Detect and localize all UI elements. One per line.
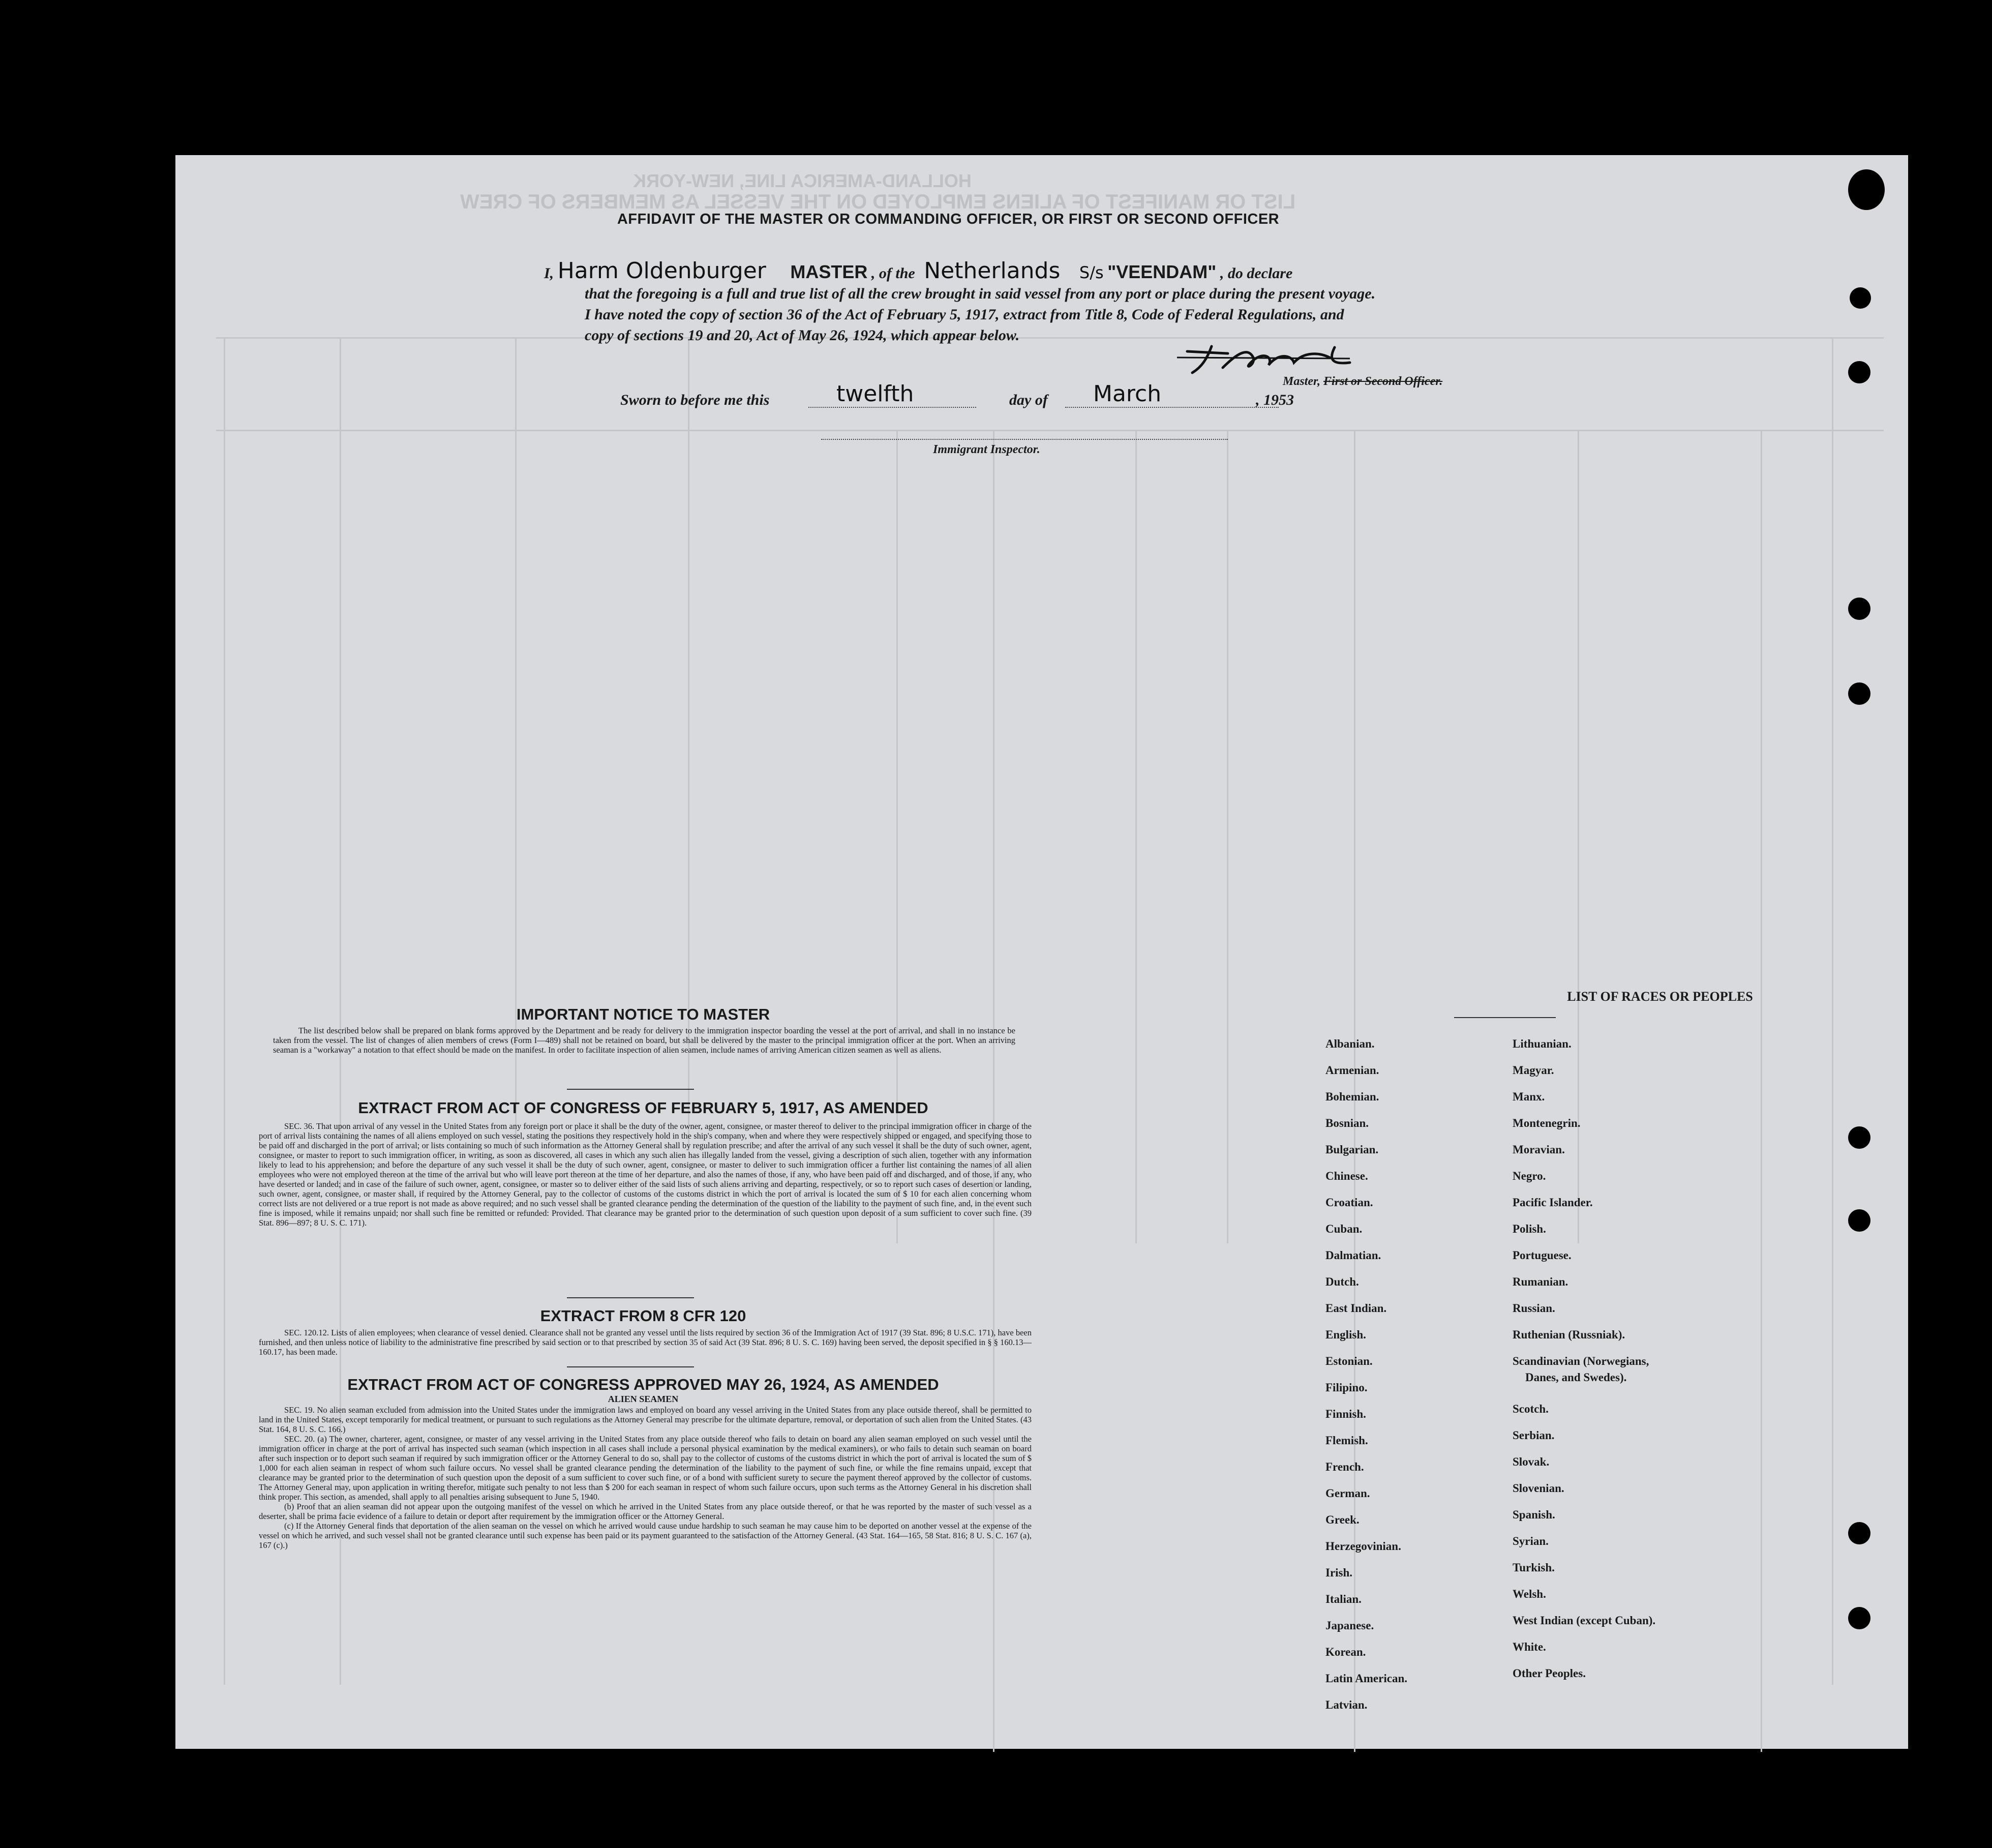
- race-item: Montenegrin.: [1513, 1117, 1581, 1129]
- grid-line: [1761, 430, 1762, 1752]
- grid-line: [216, 430, 1884, 431]
- race-item: Latin American.: [1325, 1672, 1407, 1685]
- race-item: Korean.: [1325, 1646, 1366, 1658]
- bleed-through-line-a: HOLLAND-AMERICA LINE, NEW-YORK: [633, 170, 972, 191]
- race-item: White.: [1513, 1641, 1546, 1653]
- signature-master-label: Master,: [1283, 375, 1321, 388]
- race-item: Irish.: [1325, 1566, 1353, 1579]
- divider: [567, 1366, 694, 1367]
- race-item: Herzegovinian.: [1325, 1540, 1401, 1553]
- race-item: Manx.: [1513, 1090, 1545, 1103]
- race-item: Slovenian.: [1513, 1482, 1564, 1495]
- race-item: Turkish.: [1513, 1561, 1555, 1574]
- race-item: Chinese.: [1325, 1170, 1368, 1182]
- race-item: Greek.: [1325, 1513, 1360, 1526]
- sworn-day: twelfth: [836, 381, 914, 407]
- day-underline: [808, 407, 976, 408]
- race-item: Finnish.: [1325, 1408, 1366, 1420]
- race-item: Italian.: [1325, 1593, 1362, 1605]
- races-title: LIST OF RACES OR PEOPLES: [1567, 989, 1753, 1004]
- race-item: Danes, and Swedes).: [1525, 1371, 1627, 1384]
- race-item: Welsh.: [1513, 1588, 1546, 1600]
- race-item: Estonian.: [1325, 1355, 1373, 1367]
- extract-8cfr-title: EXTRACT FROM 8 CFR 120: [540, 1307, 746, 1325]
- affidavit-title: AFFIDAVIT OF THE MASTER OR COMMANDING OFFICER, OR FIRST OR SECOND OFFICER: [617, 211, 1280, 227]
- master-rank: MASTER: [790, 261, 868, 282]
- race-item: Albanian.: [1325, 1037, 1375, 1050]
- race-item: Ruthenian (Russniak).: [1513, 1328, 1625, 1341]
- race-item: Serbian.: [1513, 1429, 1555, 1442]
- affidavit-line-4: copy of sections 19 and 20, Act of May 26, 1924, which appear below.: [585, 327, 1020, 344]
- punch-hole: [1848, 1126, 1870, 1149]
- race-item: Syrian.: [1513, 1535, 1549, 1547]
- grid-line: [993, 430, 994, 1752]
- race-item: English.: [1325, 1328, 1366, 1341]
- race-item: Slovak.: [1513, 1455, 1550, 1468]
- race-item: Spanish.: [1513, 1508, 1555, 1521]
- affidavit-line-2: that the foregoing is a full and true list of all the crew brought in said vessel from any port or place during the present voyage.: [585, 285, 1376, 302]
- extract-1924-title: EXTRACT FROM ACT OF CONGRESS APPROVED MAY 26, 1924, AS AMENDED: [347, 1376, 939, 1393]
- race-item: Filipino.: [1325, 1381, 1368, 1394]
- master-signature: [1167, 342, 1360, 378]
- extract-1924-body: [259, 1405, 1032, 1550]
- sec19-text: SEC. 19. No alien seaman excluded from admission into the United States under the immigration laws and employed on board any vessel arriving in the United States from any place outside thereof, shall be permitted to land in the United States, except temporarily for medical treatment, or pursuant to such regulations as the Attorney General may prescribe for the ultimate departure, removal, or deportation of such alien from the United States. (43 Stat. 164, 8 U. S. C. 166.): [259, 1405, 1032, 1434]
- master-name: Harm Oldenburger: [557, 258, 766, 284]
- race-item: French.: [1325, 1460, 1364, 1473]
- race-item: Armenian.: [1325, 1064, 1379, 1077]
- race-item: Japanese.: [1325, 1619, 1374, 1632]
- sworn-year: , 1953: [1256, 392, 1294, 408]
- race-item: Lithuanian.: [1513, 1037, 1572, 1050]
- grid-line: [1832, 337, 1833, 1685]
- race-item: Cuban.: [1325, 1223, 1363, 1235]
- race-item: Scandinavian (Norwegians,: [1513, 1355, 1649, 1367]
- sec20c-text: (c) If the Attorney General finds that deportation of the alien seaman on the vessel on which he arrived would cause undue hardship to such seaman he may cause him to be deported on another vessel at the expense of the vessel on which he arrived, and such vessel shall not be granted clearance until such expense has been paid or its payment guaranteed to the satisfaction of the Attorney General. (43 Stat. 164—165, 58 Stat. 816; 8 U. S. C. 167 (a), 167 (c).): [259, 1521, 1032, 1550]
- notice-title: IMPORTANT NOTICE TO MASTER: [516, 1005, 770, 1023]
- punch-hole: [1850, 287, 1871, 309]
- grid-line: [1135, 430, 1137, 1243]
- race-item: Rumanian.: [1513, 1275, 1568, 1288]
- extract-1917-text: SEC. 36. That upon arrival of any vessel in the United States from any foreign port or place it shall be the duty of the owner, agent, consignee, or master thereof to deliver to the principal immigration officer in charge of the port of arrival lists containing the names of all aliens employed on such vessel, stating the positions they respectively hold in the ship's company, when and where they were respectively shipped or engaged, and specifying those to be paid off and discharged in the port of arrival; or lists containing so much of such information as the Attorney General shall by regulation prescribe; and after the arrival of any such vessel it shall be the duty of such owner, agent, consignee, or master to report to such immigration officer, in writing, as soon as discovered, all cases in which any such alien has illegally landed from the vessel, giving a description of such alien, together with any information likely to lead to his apprehension; and before the departure of any such vessel it shall be the duty of such owner, agent, consignee, or master to deliver to such immigration officer a further list containing the names of all alien employees who were not employed thereon at the time of the arrival but who will leave port thereon at the time of her departure, and also the names of those, if any, who have been paid off and discharged, and of those, if any, who have deserted or landed; and in case of the failure of such owner, agent, consignee, or master so to deliver either of the said lists of such aliens arriving and departing, respectively, or so to report such cases of desertion or landing, such owner, agent, consignee, or master shall, if required by the Attorney General, pay to the collector of customs of the customs district in which the port of arrival is located the sum of $ 10 for each alien concerning whom correct lists are not delivered or a true report is not made as above required; and no such vessel shall be granted clearance pending the determination of the question of the liability to the payment of such fine, and, in the event such fine is imposed, while it remains unpaid; nor shall such fine be remitted or refunded: Provided. That clearance may be granted prior to the determination of such question upon deposit of a sum sufficient to cover such fine. (39 Stat. 896—897; 8 U. S. C. 171).: [259, 1121, 1032, 1228]
- do-declare-label: , do declare: [1220, 265, 1293, 282]
- affidavit-line-1: [544, 258, 1292, 284]
- sec20b-text: (b) Proof that an alien seaman did not appear upon the outgoing manifest of the vessel on which he arrived in the United States from any place outside thereof, or that he was reported by the master of such vessel as a deserter, shall be prima facie evidence of a failure to detain or deport after requirement by the immigration officer or the Attorney General.: [259, 1502, 1032, 1521]
- grid-line: [1227, 430, 1228, 1243]
- race-item: Bohemian.: [1325, 1090, 1379, 1103]
- extract-8cfr-text: SEC. 120.12. Lists of alien employees; when clearance of vessel denied. Clearance shall not be granted any vessel until the lists required by section 36 of the Immigration Act of 1917 (39 Stat. 896; 8 U.S.C. 171), have been furnished, and then unless notice of liability to the administrative fine prescribed by said section or to that prescribed by section 35 of said Act (39 Stat. 896; 8 U. S. C. 169) having been served, the deposit specified in § § 160.13—160.17, has been made.: [259, 1328, 1032, 1357]
- vessel-prefix: S/s: [1079, 263, 1104, 282]
- punch-hole: [1848, 361, 1870, 383]
- race-item: Magyar.: [1513, 1064, 1554, 1077]
- race-item: Portuguese.: [1513, 1249, 1572, 1262]
- race-item: Other Peoples.: [1513, 1667, 1586, 1680]
- race-item: West Indian (except Cuban).: [1513, 1614, 1656, 1627]
- notice-text: The list described below shall be prepared on blank forms approved by the Department and be ready for delivery to the immigration inspector boarding the vessel at the port of arrival, and shall in no instance be taken from the vessel. The list of changes of alien members of crews (Form I—489) shall not be retained on board, but shall be delivered by the master to the principal immigration officer at the port. When an arriving seaman is a "workaway" a notation to that effect should be made on the manifest. In order to facilitate inspection of alien seamen, include names of arriving American citizen seamen as well as aliens.: [273, 1026, 1015, 1055]
- divider: [567, 1297, 694, 1298]
- inspector-signature-line: [821, 439, 1228, 440]
- punch-hole: [1848, 682, 1870, 705]
- affidavit-line-3: I have noted the copy of section 36 of the Act of February 5, 1917, extract from Title 8, Code of Federal Regulations, and: [585, 306, 1344, 323]
- day-of-label: day of: [1009, 392, 1048, 408]
- race-item: Negro.: [1513, 1170, 1546, 1182]
- sworn-label: Sworn to before me this: [620, 392, 770, 408]
- race-item: Dalmatian.: [1325, 1249, 1381, 1262]
- vessel-nationality: Netherlands: [924, 258, 1061, 284]
- race-item: East Indian.: [1325, 1302, 1387, 1315]
- bleed-through-line-b: LIST OR MANIFEST OF ALIENS EMPLOYED ON THE VESSEL AS MEMBERS OF CREW: [460, 191, 1296, 213]
- vessel-name: "VEENDAM": [1107, 261, 1217, 282]
- race-item: Croatian.: [1325, 1196, 1373, 1209]
- race-item: Dutch.: [1325, 1275, 1359, 1288]
- race-item: Scotch.: [1513, 1403, 1549, 1415]
- inspector-label: Immigrant Inspector.: [933, 443, 1040, 456]
- race-item: Flemish.: [1325, 1434, 1368, 1447]
- document-page: [175, 155, 1908, 1749]
- month-underline: [1065, 407, 1279, 408]
- punch-hole: [1850, 177, 1871, 198]
- signature-struck-label: First or Second Officer.: [1323, 375, 1443, 388]
- punch-hole: [1848, 1607, 1870, 1629]
- race-item: Bulgarian.: [1325, 1143, 1379, 1156]
- grid-line: [224, 337, 225, 1685]
- punch-hole: [1848, 1522, 1870, 1544]
- sec20a-text: SEC. 20. (a) The owner, charterer, agent, consignee, or master of any vessel arriving in the United States from any place outside thereof who fails to detain on board any alien seaman employed on such vessel until the immigration officer in charge at the port of arrival has inspected such seaman (which inspection in all cases shall include a personal physical examination by the medical examiners), or who fails to detain such seaman on board after such inspection or to deport such seaman if required by such immigration officer or the Attorney General to do so, shall pay to the collector of customs of the customs district in which the port of arrival is located the sum of $ 1,000 for each alien seaman in respect of whom such failure occurs. No vessel shall be granted clearance pending the determination of the liability to the payment of such fine, or while the fine remains unpaid, except that clearance may be granted prior to the determination of such question upon the deposit of a sum sufficient to cover such fine, or of a bond with sufficient surety to secure the payment thereof approved by the collector of customs. The Attorney General may, upon application in writing therefor, mitigate such penalty to not less than $ 200 for each seaman in respect of whom such failure occurs, upon such terms as the Attorney General in his discretion shall think proper. This section, as amended, shall apply to all penalties arising subsequent to June 5, 1940.: [259, 1434, 1032, 1502]
- punch-hole: [1848, 1209, 1870, 1232]
- i-label: I,: [544, 265, 554, 282]
- grid-line: [216, 337, 1884, 339]
- sworn-month: March: [1093, 381, 1162, 407]
- race-item: German.: [1325, 1487, 1370, 1500]
- race-item: Russian.: [1513, 1302, 1555, 1315]
- race-item: Polish.: [1513, 1223, 1546, 1235]
- race-item: Pacific Islander.: [1513, 1196, 1593, 1209]
- race-item: Latvian.: [1325, 1698, 1368, 1711]
- divider: [567, 1089, 694, 1090]
- race-item: Bosnian.: [1325, 1117, 1369, 1129]
- extract-1917-title: EXTRACT FROM ACT OF CONGRESS OF FEBRUARY 5, 1917, AS AMENDED: [358, 1099, 928, 1117]
- divider: [1454, 1017, 1556, 1018]
- extract-1924-subtitle: ALIEN SEAMEN: [608, 1394, 679, 1404]
- of-the-label: , of the: [871, 265, 915, 282]
- punch-hole: [1848, 598, 1870, 620]
- signature-caption: [1283, 375, 1442, 389]
- race-item: Moravian.: [1513, 1143, 1565, 1156]
